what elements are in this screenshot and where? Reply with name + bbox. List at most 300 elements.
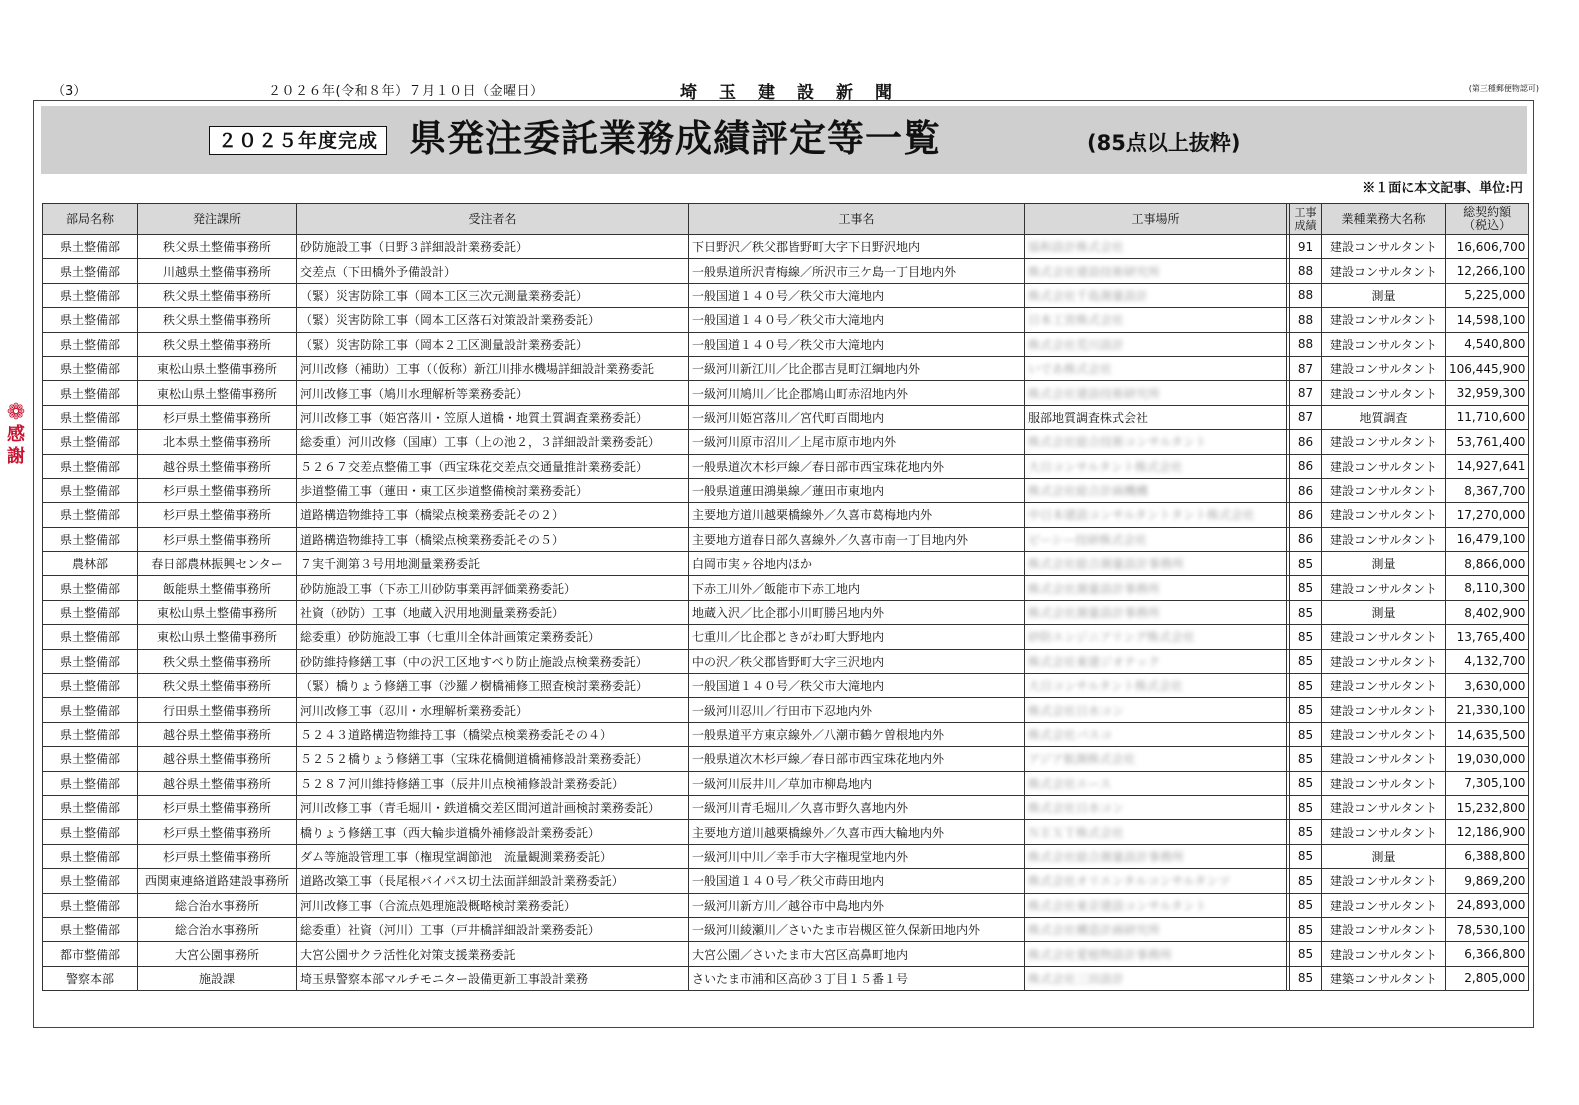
cell-contract-name: 道路構造物維持工事（橋梁点検業務委託その５） [297, 527, 689, 551]
cell-category: 建設コンサルタント [1322, 942, 1446, 966]
cell-contractor: 株式会社エース [1025, 771, 1287, 795]
cell-work-site: 一級河川綾瀬川／さいたま市岩槻区笹久保新田地内外 [689, 917, 1025, 941]
cell-score: 85 [1290, 795, 1322, 819]
table-row [43, 235, 1529, 259]
cell-contract-name: ５２６７交差点整備工事（西宝珠花交差点交通量推計業務委託） [297, 454, 689, 478]
cell-amount: 8,402,900 [1446, 600, 1529, 624]
subheadline: (85点以上抜粋) [1087, 131, 1241, 155]
cell-contractor: 株式会社構造計画研究所 [1025, 917, 1287, 941]
cell-score: 85 [1290, 649, 1322, 673]
cell-contract-name: 埼玉県警察本部マルチモニター設備更新工事設計業務 [297, 966, 689, 990]
table-row [43, 942, 1529, 966]
table-row [43, 478, 1529, 502]
table-row [43, 552, 1529, 576]
score-header-line1: 工事 [1294, 206, 1317, 219]
cell-score: 85 [1290, 966, 1322, 990]
table-row [43, 576, 1529, 600]
cell-contract-name: 砂防維持修繕工事（中の沢工区地すべり防止施設点検業務委託） [297, 649, 689, 673]
cell-contractor: 株式会社オリエンタルコンサルタンツ [1025, 869, 1287, 893]
cell-score: 85 [1290, 552, 1322, 576]
cell-contract-name: ５２５２橋りょう修繕工事（宝珠花橋側道橋補修設計業務委託） [297, 747, 689, 771]
table-header-row [43, 204, 1529, 235]
cell-office: 杉戸県土整備事務所 [138, 820, 297, 844]
cell-score: 86 [1290, 454, 1322, 478]
cell-category: 地質調査 [1322, 405, 1446, 429]
cell-contractor: 株式会社日水コン [1025, 795, 1287, 819]
newspaper-name: 埼玉建設新聞 [680, 83, 914, 103]
cell-category: 建設コンサルタント [1322, 722, 1446, 746]
cell-score: 86 [1290, 430, 1322, 454]
cell-dept: 県土整備部 [43, 722, 138, 746]
table-row [43, 308, 1529, 332]
cell-category: 測量 [1322, 600, 1446, 624]
cell-office: 東松山県土整備事務所 [138, 381, 297, 405]
cell-contract-name: 歩道整備工事（蓮田・東工区歩道整備検討業務委託） [297, 478, 689, 502]
cell-category: 建築コンサルタント [1322, 966, 1446, 990]
cell-contract-name: 道路改築工事（長尾根バイパス切土法面詳細設計業務委託） [297, 869, 689, 893]
cell-contract-name: 砂防施設工事（下赤工川砂防事業再評価業務委託） [297, 576, 689, 600]
cell-dept: 県土整備部 [43, 503, 138, 527]
cell-contractor: 株式会社建設技術研究所 [1025, 259, 1287, 283]
table-row [43, 430, 1529, 454]
cell-office: 秩父県土整備事務所 [138, 674, 297, 698]
cell-work-site: 一級河川青毛堀川／久喜市野久喜地内外 [689, 795, 1025, 819]
cell-amount: 11,710,600 [1446, 405, 1529, 429]
cell-work-site: 主要地方道川越栗橋線外／久喜市西大輪地内外 [689, 820, 1025, 844]
cell-amount: 4,540,800 [1446, 332, 1529, 356]
col-header-category: 業種業務大名称 [1322, 204, 1446, 235]
cell-contract-name: ダム等施設管理工事（権現堂調節池 流量観測業務委託） [297, 844, 689, 868]
cell-work-site: 一般国道１４０号／秩父市大滝地内 [689, 674, 1025, 698]
table-row [43, 600, 1529, 624]
cell-contract-name: 大宮公園サクラ活性化対策支援業務委託 [297, 942, 689, 966]
cell-amount: 5,225,000 [1446, 283, 1529, 307]
cell-score: 86 [1290, 503, 1322, 527]
col-header-site: 工事場所 [1025, 204, 1287, 235]
title-band [41, 106, 1527, 174]
cell-score: 85 [1290, 747, 1322, 771]
cell-dept: 県土整備部 [43, 771, 138, 795]
cell-amount: 9,869,200 [1446, 869, 1529, 893]
table-row [43, 503, 1529, 527]
cell-work-site: 主要地方道川越栗橋線外／久喜市葛梅地内外 [689, 503, 1025, 527]
table-row [43, 820, 1529, 844]
cell-score: 88 [1290, 259, 1322, 283]
cell-score: 91 [1290, 235, 1322, 259]
cell-category: 建設コンサルタント [1322, 869, 1446, 893]
cell-contract-name: ５２４３道路構造物維持工事（橋梁点検業務委託その４） [297, 722, 689, 746]
cell-dept: 都市整備部 [43, 942, 138, 966]
cell-office: 杉戸県土整備事務所 [138, 478, 297, 502]
cell-contractor: 株式会社総合計画機構 [1025, 478, 1287, 502]
cell-score: 87 [1290, 356, 1322, 380]
table-row [43, 405, 1529, 429]
cell-category: 建設コンサルタント [1322, 649, 1446, 673]
cell-amount: 7,305,100 [1446, 771, 1529, 795]
cell-category: 建設コンサルタント [1322, 430, 1446, 454]
cell-contractor: 株式会社測量設計事務所 [1025, 576, 1287, 600]
cell-category: 建設コンサルタント [1322, 820, 1446, 844]
cell-score: 85 [1290, 674, 1322, 698]
cell-category: 建設コンサルタント [1322, 332, 1446, 356]
cell-category: 建設コンサルタント [1322, 917, 1446, 941]
cell-category: 建設コンサルタント [1322, 503, 1446, 527]
table-row [43, 356, 1529, 380]
cell-contract-name: 総委重）社資（河川）工事（戸井橋詳細設計業務委託） [297, 917, 689, 941]
cell-office: 大宮公園事務所 [138, 942, 297, 966]
cell-contractor: 株式会社千島測量設計 [1025, 283, 1287, 307]
cell-office: 越谷県土整備事務所 [138, 771, 297, 795]
cell-category: 建設コンサルタント [1322, 235, 1446, 259]
cell-work-site: 一般国道１４０号／秩父市大滝地内 [689, 308, 1025, 332]
cell-category: 建設コンサルタント [1322, 893, 1446, 917]
cell-contractor: 株式会社荒川設計 [1025, 332, 1287, 356]
cell-contract-name: 総委重）河川改修（国庫）工事（上の池２，３詳細設計業務委託） [297, 430, 689, 454]
cell-work-site: 一級河川原市沼川／上尾市原市地内外 [689, 430, 1025, 454]
cell-work-site: 地蔵入沢／比企郡小川町勝呂地内外 [689, 600, 1025, 624]
cell-amount: 14,927,641 [1446, 454, 1529, 478]
cell-category: 測量 [1322, 844, 1446, 868]
cell-work-site: 主要地方道春日部久喜線外／久喜市南一丁目地内外 [689, 527, 1025, 551]
cell-dept: 県土整備部 [43, 308, 138, 332]
cell-work-site: 一級河川新方川／越谷市中島地内外 [689, 893, 1025, 917]
cell-work-site: 一級河川忍川／行田市下忍地内外 [689, 698, 1025, 722]
cell-dept: 県土整備部 [43, 869, 138, 893]
cell-work-site: 一般国道１４０号／秩父市大滝地内 [689, 283, 1025, 307]
results-table-wrap [42, 203, 1529, 991]
cell-contractor: 株式会社東建ジオテック [1025, 649, 1287, 673]
cell-amount: 2,805,000 [1446, 966, 1529, 990]
table-row [43, 649, 1529, 673]
cell-office: 総合治水事務所 [138, 917, 297, 941]
cell-dept: 県土整備部 [43, 478, 138, 502]
cell-office: 越谷県土整備事務所 [138, 722, 297, 746]
cell-dept: 県土整備部 [43, 283, 138, 307]
col-header-work-name: 工事名 [689, 204, 1025, 235]
cell-amount: 21,330,100 [1446, 698, 1529, 722]
cell-category: 建設コンサルタント [1322, 576, 1446, 600]
cell-category: 建設コンサルタント [1322, 478, 1446, 502]
cell-work-site: 一級河川中川／幸手市大字権現堂地内外 [689, 844, 1025, 868]
cell-score: 88 [1290, 332, 1322, 356]
cell-category: 建設コンサルタント [1322, 747, 1446, 771]
unit-note: ※１面に本文記事、単位:円 [1362, 181, 1523, 196]
cell-work-site: 一般県道所沢青梅線／所沢市三ケ島一丁目地内外 [689, 259, 1025, 283]
cell-dept: 県土整備部 [43, 430, 138, 454]
cell-work-site: 大宮公園／さいたま市大宮区高鼻町地内 [689, 942, 1025, 966]
cell-contractor: ＮＥＸＴ株式会社 [1025, 820, 1287, 844]
cell-amount: 12,266,100 [1446, 259, 1529, 283]
cell-category: 建設コンサルタント [1322, 454, 1446, 478]
table-row [43, 283, 1529, 307]
cell-amount: 6,388,800 [1446, 844, 1529, 868]
cell-score: 86 [1290, 478, 1322, 502]
cell-contractor: 株式会社総合測量設計事務所 [1025, 844, 1287, 868]
cell-office: 施設課 [138, 966, 297, 990]
cell-dept: 県土整備部 [43, 844, 138, 868]
table-row [43, 332, 1529, 356]
cell-work-site: 一般県道次木杉戸線／春日部市西宝珠花地内外 [689, 747, 1025, 771]
cell-contract-name: （緊）橋りょう修繕工事（沙羅ノ樹橋補修工照査検討業務委託） [297, 674, 689, 698]
issue-date: ２０２６年(令和８年）７月１０日（金曜日） [268, 84, 544, 99]
cell-score: 85 [1290, 820, 1322, 844]
cell-category: 建設コンサルタント [1322, 308, 1446, 332]
cell-work-site: 一級河川新江川／比企郡吉見町江綱地内外 [689, 356, 1025, 380]
cell-office: 越谷県土整備事務所 [138, 747, 297, 771]
cell-office: 秩父県土整備事務所 [138, 308, 297, 332]
cell-amount: 13,765,400 [1446, 625, 1529, 649]
cell-contract-name: 河川改修工事（合流点処理施設概略検討業務委託） [297, 893, 689, 917]
cell-office: 杉戸県土整備事務所 [138, 844, 297, 868]
cell-work-site: 一般県道蓮田鴻巣線／蓮田市東地内 [689, 478, 1025, 502]
cell-amount: 14,635,500 [1446, 722, 1529, 746]
cell-office: 行田県土整備事務所 [138, 698, 297, 722]
cell-contractor: 砂防エンジニアリング株式会社 [1025, 625, 1287, 649]
cell-score: 87 [1290, 381, 1322, 405]
cell-contract-name: 橋りょう修繕工事（西大輪歩道橋外補修設計業務委託） [297, 820, 689, 844]
cell-amount: 16,479,100 [1446, 527, 1529, 551]
table-row [43, 966, 1529, 990]
cell-amount: 3,630,000 [1446, 674, 1529, 698]
cell-office: 杉戸県土整備事務所 [138, 527, 297, 551]
cell-contractor: ピーシー技研株式会社 [1025, 527, 1287, 551]
cell-contractor: 株式会社日水コン [1025, 698, 1287, 722]
cell-contract-name: 総委重）砂防施設工事（七重川全体計画策定業務委託） [297, 625, 689, 649]
cell-score: 88 [1290, 283, 1322, 307]
cell-score: 87 [1290, 405, 1322, 429]
headline: 県発注委託業務成績評定等一覧 [409, 117, 941, 160]
table-row [43, 674, 1529, 698]
table-row [43, 722, 1529, 746]
cell-dept: 県土整備部 [43, 600, 138, 624]
cell-amount: 6,366,800 [1446, 942, 1529, 966]
table-row [43, 625, 1529, 649]
cell-contractor: 大日コンサルタント株式会社 [1025, 454, 1287, 478]
cell-dept: 県土整備部 [43, 235, 138, 259]
cell-office: 飯能県土整備事務所 [138, 576, 297, 600]
cell-work-site: 一級河川鳩川／比企郡鳩山町赤沼地内外 [689, 381, 1025, 405]
cell-dept: 県土整備部 [43, 259, 138, 283]
article-frame [33, 100, 1534, 1028]
cell-contractor: 株式会社総合技術コンサルタント [1025, 430, 1287, 454]
cell-score: 85 [1290, 600, 1322, 624]
cell-amount: 16,606,700 [1446, 235, 1529, 259]
cell-office: 東松山県土整備事務所 [138, 600, 297, 624]
cell-work-site: さいたま市浦和区高砂３丁目１５番１号 [689, 966, 1025, 990]
cell-contract-name: （緊）災害防除工事（岡本２工区測量設計業務委託） [297, 332, 689, 356]
table-row [43, 893, 1529, 917]
cell-contractor: 中日本建設コンサルタントタント株式会社 [1025, 503, 1287, 527]
cell-office: 川越県土整備事務所 [138, 259, 297, 283]
cell-dept: 県土整備部 [43, 405, 138, 429]
score-header-line2: 成績 [1294, 219, 1317, 232]
cell-office: 杉戸県土整備事務所 [138, 795, 297, 819]
cell-contractor: 服部地質調査株式会社 [1025, 405, 1287, 429]
cell-work-site: 白岡市実ヶ谷地内ほか [689, 552, 1025, 576]
cell-contract-name: 河川改修工事（忍川・水理解析業務委託） [297, 698, 689, 722]
cell-score: 85 [1290, 869, 1322, 893]
amount-header-line2: （税込） [1463, 218, 1512, 232]
table-row [43, 771, 1529, 795]
col-header-amount [1446, 204, 1529, 235]
cell-office: 北本県土整備事務所 [138, 430, 297, 454]
cell-contractor: 株式会社パスコ [1025, 722, 1287, 746]
cell-contractor: アジア航測株式会社 [1025, 747, 1287, 771]
cell-contract-name: 河川改修（補助）工事（（仮称）新江川排水機場詳細設計業務委託 [297, 356, 689, 380]
thanks-char-2: 謝 [7, 446, 25, 467]
cell-dept: 農林部 [43, 552, 138, 576]
cell-contractor: 協和設計株式会社 [1025, 235, 1287, 259]
cell-dept: 県土整備部 [43, 576, 138, 600]
cell-office: 東松山県土整備事務所 [138, 625, 297, 649]
cell-amount: 19,030,000 [1446, 747, 1529, 771]
cell-work-site: 下日野沢／秩父郡皆野町大字下日野沢地内 [689, 235, 1025, 259]
cell-contractor: 株式会社東京建設コンサルタント [1025, 893, 1287, 917]
cell-office: 総合治水事務所 [138, 893, 297, 917]
cell-office: 秩父県土整備事務所 [138, 649, 297, 673]
cell-category: 建設コンサルタント [1322, 771, 1446, 795]
table-body [43, 235, 1529, 991]
cell-work-site: 下赤工川外／飯能市下赤工地内 [689, 576, 1025, 600]
cell-dept: 県土整備部 [43, 527, 138, 551]
cell-category: 建設コンサルタント [1322, 527, 1446, 551]
col-header-dept: 部局名称 [43, 204, 138, 235]
cell-work-site: 一級河川辰井川／草加市柳島地内 [689, 771, 1025, 795]
amount-header-line1: 総契約額 [1463, 205, 1512, 219]
table-row [43, 454, 1529, 478]
cell-score: 85 [1290, 771, 1322, 795]
cell-amount: 14,598,100 [1446, 308, 1529, 332]
cell-amount: 4,132,700 [1446, 649, 1529, 673]
cell-office: 越谷県土整備事務所 [138, 454, 297, 478]
cell-amount: 15,232,800 [1446, 795, 1529, 819]
cell-score: 88 [1290, 308, 1322, 332]
cell-category: 建設コンサルタント [1322, 356, 1446, 380]
cell-amount: 78,530,100 [1446, 917, 1529, 941]
cell-dept: 県土整備部 [43, 917, 138, 941]
cell-contract-name: ７実千測第３号用地測量業務委託 [297, 552, 689, 576]
cell-score: 85 [1290, 625, 1322, 649]
thanks-char-1: 感 [7, 424, 25, 445]
cell-work-site: 一級河川姫宮落川／宮代町百間地内 [689, 405, 1025, 429]
cell-category: 建設コンサルタント [1322, 795, 1446, 819]
col-header-score [1290, 204, 1322, 235]
cell-contract-name: 交差点（下田橋外予備設計） [297, 259, 689, 283]
cell-category: 建設コンサルタント [1322, 259, 1446, 283]
thanks-ad [1, 402, 31, 468]
cell-work-site: 一般県道次木杉戸線／春日部市西宝珠花地内外 [689, 454, 1025, 478]
cell-score: 85 [1290, 576, 1322, 600]
cell-amount: 8,367,700 [1446, 478, 1529, 502]
cell-amount: 106,445,900 [1446, 356, 1529, 380]
cell-contract-name: 砂防施設工事（日野３詳細設計業務委託） [297, 235, 689, 259]
table-row [43, 795, 1529, 819]
cell-score: 85 [1290, 844, 1322, 868]
cell-office: 杉戸県土整備事務所 [138, 405, 297, 429]
cell-contractor: 大日コンサルタント株式会社 [1025, 674, 1287, 698]
flower-icon: ❁ [6, 400, 26, 425]
table-row [43, 844, 1529, 868]
cell-work-site: 中の沢／秩父郡皆野町大字三沢地内 [689, 649, 1025, 673]
page-number: （3） [52, 84, 87, 99]
cell-office: 秩父県土整備事務所 [138, 332, 297, 356]
cell-score: 85 [1290, 722, 1322, 746]
cell-dept: 県土整備部 [43, 747, 138, 771]
cell-contract-name: 河川改修工事（青毛堀川・鉄道橋交差区間河道計画検討業務委託） [297, 795, 689, 819]
cell-contractor: 株式会社愛植物設計事務所 [1025, 942, 1287, 966]
cell-category: 建設コンサルタント [1322, 381, 1446, 405]
cell-dept: 県土整備部 [43, 454, 138, 478]
cell-work-site: 七重川／比企郡ときがわ町大野地内 [689, 625, 1025, 649]
col-header-contractor-name: 受注者名 [297, 204, 689, 235]
cell-amount: 32,959,300 [1446, 381, 1529, 405]
cell-contractor: 株式会社三田設計 [1025, 966, 1287, 990]
cell-contract-name: ５２８７河川維持修繕工事（辰井川点検補修設計業務委託） [297, 771, 689, 795]
cell-category: 建設コンサルタント [1322, 625, 1446, 649]
cell-contract-name: （緊）災害防除工事（岡本工区三次元測量業務委託） [297, 283, 689, 307]
results-table [42, 203, 1529, 991]
cell-contractor: 株式会社建設技術研究所 [1025, 381, 1287, 405]
cell-amount: 17,270,000 [1446, 503, 1529, 527]
cell-amount: 8,110,300 [1446, 576, 1529, 600]
cell-dept: 県土整備部 [43, 649, 138, 673]
cell-work-site: 一般国道１４０号／秩父市大滝地内 [689, 332, 1025, 356]
cell-dept: 県土整備部 [43, 332, 138, 356]
postal-note: (第三種郵便物認可) [1468, 84, 1539, 93]
cell-contract-name: 河川改修工事（姫宮落川・笠原人道橋・地質土質調査業務委託） [297, 405, 689, 429]
cell-amount: 24,893,000 [1446, 893, 1529, 917]
table-row [43, 381, 1529, 405]
table-row [43, 698, 1529, 722]
cell-office: 東松山県土整備事務所 [138, 356, 297, 380]
cell-office: 杉戸県土整備事務所 [138, 503, 297, 527]
cell-amount: 8,866,000 [1446, 552, 1529, 576]
cell-dept: 県土整備部 [43, 820, 138, 844]
cell-score: 86 [1290, 527, 1322, 551]
cell-contractor: いであ株式会社 [1025, 356, 1287, 380]
cell-contract-name: 道路構造物維持工事（橋梁点検業務委託その２） [297, 503, 689, 527]
cell-office: 西関東連絡道路建設事務所 [138, 869, 297, 893]
cell-office: 秩父県土整備事務所 [138, 283, 297, 307]
cell-dept: 県土整備部 [43, 893, 138, 917]
table-row [43, 259, 1529, 283]
cell-score: 85 [1290, 893, 1322, 917]
cell-score: 85 [1290, 698, 1322, 722]
cell-contractor: 日本工営株式会社 [1025, 308, 1287, 332]
cell-contract-name: 社資（砂防）工事（地蔵入沢用地測量業務委託） [297, 600, 689, 624]
cell-dept: 県土整備部 [43, 795, 138, 819]
cell-amount: 53,761,400 [1446, 430, 1529, 454]
cell-work-site: 一般国道１４０号／秩父市蒔田地内 [689, 869, 1025, 893]
cell-contract-name: 河川改修工事（鳩川水理解析等業務委託） [297, 381, 689, 405]
table-row [43, 527, 1529, 551]
cell-contractor: 株式会社測量設計事務所 [1025, 600, 1287, 624]
cell-dept: 県土整備部 [43, 674, 138, 698]
cell-office: 秩父県土整備事務所 [138, 235, 297, 259]
table-row [43, 747, 1529, 771]
cell-contract-name: （緊）災害防除工事（岡本工区落石対策設計業務委託） [297, 308, 689, 332]
cell-score: 85 [1290, 917, 1322, 941]
cell-dept: 県土整備部 [43, 381, 138, 405]
col-header-office: 発注課所 [138, 204, 297, 235]
cell-office: 春日部農林振興センター [138, 552, 297, 576]
cell-category: 建設コンサルタント [1322, 674, 1446, 698]
table-row [43, 917, 1529, 941]
table-row [43, 869, 1529, 893]
cell-dept: 県土整備部 [43, 625, 138, 649]
masthead [40, 78, 1539, 103]
fiscal-year-badge: ２０２５年度完成 [209, 126, 387, 155]
